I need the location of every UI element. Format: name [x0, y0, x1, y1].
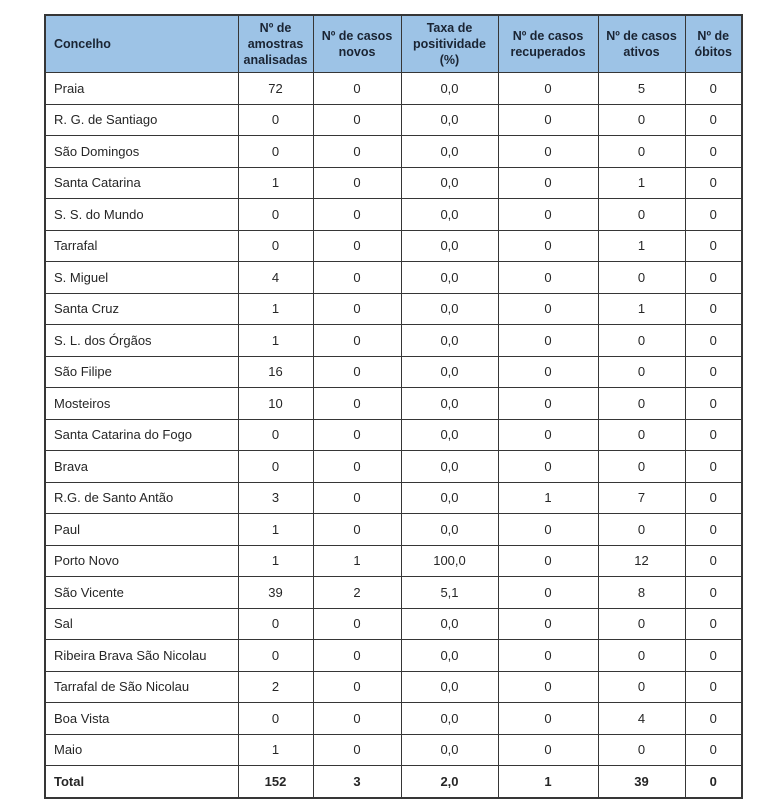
value-cell: 0 [313, 262, 401, 294]
table-row [45, 167, 742, 199]
concelho-cell: S. Miguel [45, 262, 238, 294]
value-cell: 0,0 [401, 199, 498, 231]
value-cell: 0 [598, 514, 685, 546]
value-cell: 0 [598, 104, 685, 136]
concelho-cell: São Filipe [45, 356, 238, 388]
value-cell: 0 [598, 325, 685, 357]
value-cell: 0,0 [401, 293, 498, 325]
value-cell: 0 [685, 451, 742, 483]
value-cell: 0 [238, 608, 313, 640]
concelho-cell: Ribeira Brava São Nicolau [45, 640, 238, 672]
value-cell: 0 [498, 262, 598, 294]
concelho-cell: S. L. dos Órgãos [45, 325, 238, 357]
value-cell: 0 [313, 325, 401, 357]
value-cell: 0,0 [401, 73, 498, 105]
value-cell: 0,0 [401, 608, 498, 640]
value-cell: 0 [498, 293, 598, 325]
value-cell: 0,0 [401, 734, 498, 766]
value-cell: 0,0 [401, 514, 498, 546]
value-cell: 0 [685, 766, 742, 798]
covid-municipality-table-container [44, 14, 743, 799]
table-row [45, 734, 742, 766]
value-cell: 0,0 [401, 262, 498, 294]
concelho-cell: Tarrafal de São Nicolau [45, 671, 238, 703]
value-cell: 0 [313, 514, 401, 546]
value-cell: 3 [313, 766, 401, 798]
value-cell: 5,1 [401, 577, 498, 609]
value-cell: 1 [598, 230, 685, 262]
table-row [45, 356, 742, 388]
value-cell: 5 [598, 73, 685, 105]
table-row [45, 514, 742, 546]
value-cell: 0 [598, 262, 685, 294]
table-row [45, 419, 742, 451]
table-row [45, 451, 742, 483]
value-cell: 1 [238, 167, 313, 199]
value-cell: 0 [685, 199, 742, 231]
value-cell: 0 [313, 167, 401, 199]
concelho-cell: Praia [45, 73, 238, 105]
table-body [45, 73, 742, 798]
value-cell: 0 [238, 199, 313, 231]
value-cell: 0 [313, 671, 401, 703]
value-cell: 0 [598, 388, 685, 420]
table-row [45, 199, 742, 231]
column-header-1: Nº de amostras analisadas [238, 15, 313, 73]
value-cell: 0 [498, 325, 598, 357]
table-row [45, 640, 742, 672]
concelho-cell: Santa Catarina [45, 167, 238, 199]
value-cell: 0 [238, 104, 313, 136]
value-cell: 0 [498, 608, 598, 640]
value-cell: 1 [238, 325, 313, 357]
table-row [45, 136, 742, 168]
value-cell: 0 [598, 199, 685, 231]
value-cell: 0,0 [401, 703, 498, 735]
value-cell: 0 [498, 545, 598, 577]
value-cell: 0 [685, 734, 742, 766]
value-cell: 0 [313, 419, 401, 451]
value-cell: 0 [498, 136, 598, 168]
value-cell: 0 [685, 325, 742, 357]
concelho-cell: Sal [45, 608, 238, 640]
table-row [45, 104, 742, 136]
value-cell: 100,0 [401, 545, 498, 577]
value-cell: 0,0 [401, 671, 498, 703]
value-cell: 0 [498, 514, 598, 546]
concelho-cell: Santa Cruz [45, 293, 238, 325]
value-cell: 0 [238, 451, 313, 483]
covid-municipality-table [44, 14, 743, 799]
value-cell: 1 [598, 167, 685, 199]
value-cell: 0 [498, 356, 598, 388]
column-header-2: Nº de casos novos [313, 15, 401, 73]
concelho-cell: Total [45, 766, 238, 798]
value-cell: 0 [598, 419, 685, 451]
value-cell: 2,0 [401, 766, 498, 798]
value-cell: 12 [598, 545, 685, 577]
value-cell: 1 [598, 293, 685, 325]
concelho-cell: São Vicente [45, 577, 238, 609]
value-cell: 0 [685, 136, 742, 168]
value-cell: 0 [498, 451, 598, 483]
table-row [45, 262, 742, 294]
value-cell: 0 [313, 199, 401, 231]
concelho-cell: Maio [45, 734, 238, 766]
column-header-4: Nº de casos recuperados [498, 15, 598, 73]
value-cell: 2 [313, 577, 401, 609]
value-cell: 0 [598, 451, 685, 483]
table-row [45, 482, 742, 514]
value-cell: 0 [238, 640, 313, 672]
value-cell: 0 [313, 104, 401, 136]
concelho-cell: S. S. do Mundo [45, 199, 238, 231]
value-cell: 0 [598, 136, 685, 168]
concelho-cell: Brava [45, 451, 238, 483]
value-cell: 0 [498, 230, 598, 262]
value-cell: 0 [313, 388, 401, 420]
value-cell: 0 [685, 608, 742, 640]
concelho-cell: Mosteiros [45, 388, 238, 420]
table-header [45, 15, 742, 73]
concelho-cell: Paul [45, 514, 238, 546]
value-cell: 0 [313, 640, 401, 672]
value-cell: 0 [238, 703, 313, 735]
value-cell: 0,0 [401, 230, 498, 262]
value-cell: 0 [313, 73, 401, 105]
value-cell: 1 [313, 545, 401, 577]
value-cell: 0 [598, 608, 685, 640]
value-cell: 0,0 [401, 356, 498, 388]
value-cell: 0 [238, 230, 313, 262]
value-cell: 0 [685, 356, 742, 388]
value-cell: 0 [498, 199, 598, 231]
value-cell: 0,0 [401, 325, 498, 357]
value-cell: 4 [598, 703, 685, 735]
value-cell: 0,0 [401, 419, 498, 451]
value-cell: 1 [238, 734, 313, 766]
value-cell: 7 [598, 482, 685, 514]
value-cell: 0 [685, 104, 742, 136]
value-cell: 0 [598, 734, 685, 766]
value-cell: 0 [498, 640, 598, 672]
value-cell: 0,0 [401, 451, 498, 483]
value-cell: 1 [498, 482, 598, 514]
value-cell: 0 [313, 293, 401, 325]
table-row [45, 293, 742, 325]
value-cell: 0 [685, 388, 742, 420]
value-cell: 8 [598, 577, 685, 609]
value-cell: 0 [498, 104, 598, 136]
concelho-cell: R.G. de Santo Antão [45, 482, 238, 514]
table-row [45, 73, 742, 105]
value-cell: 0 [238, 136, 313, 168]
value-cell: 0 [313, 703, 401, 735]
table-row [45, 608, 742, 640]
value-cell: 0 [498, 73, 598, 105]
column-header-0: Concelho [45, 15, 238, 73]
value-cell: 0,0 [401, 136, 498, 168]
value-cell: 0 [685, 577, 742, 609]
value-cell: 0,0 [401, 167, 498, 199]
table-row [45, 388, 742, 420]
value-cell: 39 [598, 766, 685, 798]
value-cell: 0 [313, 608, 401, 640]
table-row [45, 545, 742, 577]
concelho-cell: R. G. de Santiago [45, 104, 238, 136]
value-cell: 1 [238, 514, 313, 546]
value-cell: 0 [498, 167, 598, 199]
value-cell: 0 [598, 671, 685, 703]
value-cell: 3 [238, 482, 313, 514]
value-cell: 0 [685, 640, 742, 672]
concelho-cell: São Domingos [45, 136, 238, 168]
value-cell: 1 [238, 293, 313, 325]
value-cell: 0 [685, 230, 742, 262]
value-cell: 39 [238, 577, 313, 609]
value-cell: 0 [685, 73, 742, 105]
value-cell: 0 [498, 388, 598, 420]
value-cell: 0 [598, 356, 685, 388]
value-cell: 0 [313, 451, 401, 483]
value-cell: 0 [685, 703, 742, 735]
value-cell: 0 [598, 640, 685, 672]
concelho-cell: Porto Novo [45, 545, 238, 577]
value-cell: 0,0 [401, 640, 498, 672]
value-cell: 0 [685, 545, 742, 577]
value-cell: 1 [498, 766, 598, 798]
value-cell: 0 [238, 419, 313, 451]
value-cell: 0 [313, 356, 401, 388]
value-cell: 1 [238, 545, 313, 577]
value-cell: 0 [685, 167, 742, 199]
value-cell: 0 [498, 419, 598, 451]
column-header-6: Nº de óbitos [685, 15, 742, 73]
value-cell: 0 [685, 482, 742, 514]
concelho-cell: Santa Catarina do Fogo [45, 419, 238, 451]
table-row [45, 671, 742, 703]
value-cell: 2 [238, 671, 313, 703]
value-cell: 0 [313, 230, 401, 262]
value-cell: 0 [685, 293, 742, 325]
table-row [45, 577, 742, 609]
value-cell: 0 [685, 262, 742, 294]
concelho-cell: Boa Vista [45, 703, 238, 735]
value-cell: 0 [685, 419, 742, 451]
value-cell: 0,0 [401, 388, 498, 420]
value-cell: 10 [238, 388, 313, 420]
value-cell: 0 [313, 734, 401, 766]
concelho-cell: Tarrafal [45, 230, 238, 262]
table-header-row [45, 15, 742, 73]
value-cell: 0 [498, 734, 598, 766]
value-cell: 0 [685, 514, 742, 546]
value-cell: 72 [238, 73, 313, 105]
value-cell: 16 [238, 356, 313, 388]
value-cell: 0 [313, 136, 401, 168]
table-row [45, 325, 742, 357]
value-cell: 0 [498, 671, 598, 703]
value-cell: 0 [498, 577, 598, 609]
value-cell: 152 [238, 766, 313, 798]
value-cell: 0 [498, 703, 598, 735]
value-cell: 0 [685, 671, 742, 703]
value-cell: 4 [238, 262, 313, 294]
table-row [45, 703, 742, 735]
value-cell: 0,0 [401, 482, 498, 514]
column-header-5: Nº de casos ativos [598, 15, 685, 73]
column-header-3: Taxa de positividade (%) [401, 15, 498, 73]
value-cell: 0 [313, 482, 401, 514]
value-cell: 0,0 [401, 104, 498, 136]
table-row [45, 230, 742, 262]
